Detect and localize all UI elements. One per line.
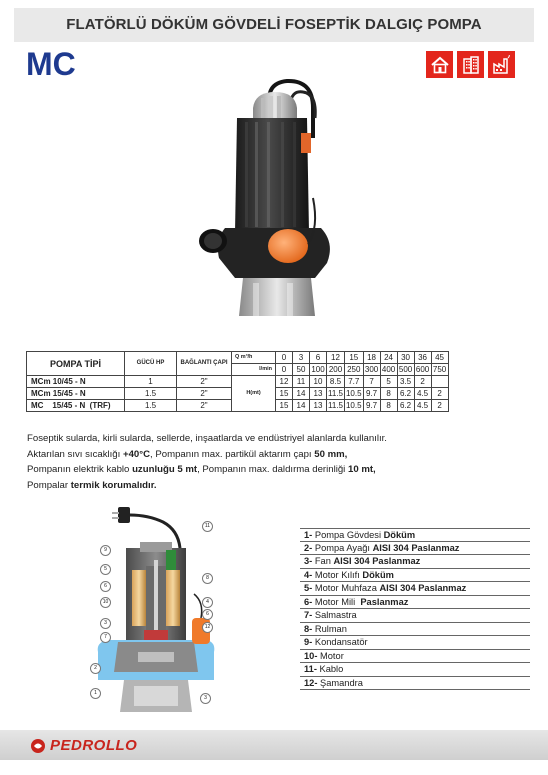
- q-m3h-cell: 12: [327, 352, 345, 364]
- q-m3h-cell: 45: [431, 352, 448, 364]
- brand-name: PEDROLLO: [50, 737, 138, 754]
- callout-badge: 12: [202, 622, 213, 633]
- q-lmin-cell: 250: [344, 364, 363, 376]
- q-lmin-cell: 100: [311, 365, 325, 374]
- building-icon: [457, 51, 484, 78]
- list-item: 5- Motor Muhfaza AISI 304 Paslanmaz: [300, 582, 530, 596]
- connection-value: 2": [177, 376, 232, 388]
- head-cell: 2: [431, 400, 448, 412]
- list-item: 6- Motor Mili Paslanmaz: [300, 596, 530, 610]
- q-lmin-cell: 50: [293, 364, 310, 376]
- head-cell: 15: [276, 388, 293, 400]
- pump-type-header: POMPA TİPİ: [27, 352, 125, 376]
- q-lmin-cell: 0: [276, 364, 293, 376]
- q-lmin-cell: 200: [327, 364, 345, 376]
- q-m3h-cell: 15: [344, 352, 363, 364]
- head-cell: 10.5: [345, 389, 362, 398]
- head-cell: 7.7: [344, 376, 363, 388]
- callout-badge: 10: [100, 597, 111, 608]
- q-m3h-label: Q m³/h: [232, 352, 276, 364]
- head-cell: 6.2: [397, 400, 414, 412]
- pump-model-name: MCm 10/45 - N: [27, 376, 125, 388]
- pump-model-name: MC 15/45 - N (TRF): [27, 400, 125, 412]
- description-line: Aktarılan sıvı sıcaklığı +40°C, Pompanın max. partikül aktarım çapı 50 mm,: [27, 448, 348, 460]
- q-m3h-cell: 18: [363, 352, 380, 364]
- list-item: 2- Pompa Ayağı AISI 304 Paslanmaz: [300, 542, 530, 556]
- head-cell: 15: [276, 400, 293, 412]
- page-title: FLATÖRLÜ DÖKÜM GÖVDELİ FOSEPTİK DALGIÇ POMPA: [66, 16, 482, 33]
- list-item: 7- Salmastra: [300, 609, 530, 623]
- q-m3h-cell: 30: [397, 352, 414, 364]
- callout-badge: 11: [202, 521, 213, 532]
- q-lmin-cell: 750: [432, 365, 447, 374]
- head-cell: 5: [380, 376, 397, 388]
- description-line: Pompanın elektrik kablo uzunluğu 5 mt, Pompanın max. daldırma derinliği 10 mt,: [27, 464, 376, 476]
- head-cell: 14: [293, 388, 310, 400]
- connection-header: BAĞLANTI ÇAPI: [177, 352, 232, 376]
- description-line: Foseptik sularda, kirli sularda, sellerde, inşaatlarda ve endüstriyel alanlarda kullanılır.: [27, 433, 387, 444]
- q-m3h-cell: 3: [293, 352, 310, 364]
- pump-product-photo: [195, 78, 360, 323]
- head-cell: 10.5: [345, 401, 362, 410]
- q-m3h-cell: 36: [414, 352, 431, 364]
- head-cell: 8: [380, 400, 397, 412]
- q-lmin-cell: 500: [398, 365, 413, 374]
- head-cell: 11.5: [328, 389, 343, 398]
- head-cell: 13: [310, 388, 327, 400]
- house-icon: [426, 51, 453, 78]
- head-cell: 6.2: [397, 388, 414, 400]
- callout-badge: 9: [100, 545, 111, 556]
- q-lmin-cell: 400: [381, 365, 396, 374]
- callout-badge: 4: [202, 597, 213, 608]
- description-line: Pompalar termik korumalıdır.: [27, 479, 157, 491]
- head-cell: 3.5: [397, 376, 414, 388]
- q-lmin-cell: 300: [364, 365, 379, 374]
- list-item: 9- Kondansatör: [300, 636, 530, 650]
- power-value: 1: [125, 376, 177, 388]
- pedrollo-swirl-icon: [30, 738, 46, 754]
- head-cell: 7: [363, 376, 380, 388]
- list-item: 3- Fan AISI 304 Paslanmaz: [300, 555, 530, 569]
- q-m3h-cell: 6: [310, 352, 327, 364]
- power-value: 1.5: [125, 388, 177, 400]
- q-lmin-label: l/min: [232, 364, 276, 376]
- head-cell: 9.7: [363, 400, 380, 412]
- callout-badge: 3: [100, 618, 111, 629]
- head-cell: 11.5: [328, 401, 343, 410]
- head-cell: 14: [293, 400, 310, 412]
- head-cell: 11: [293, 376, 310, 388]
- callout-badge: 7: [100, 632, 111, 643]
- head-cell: 8.5: [327, 376, 345, 388]
- performance-table: [26, 351, 503, 412]
- h-label: H(mt): [232, 376, 276, 412]
- connection-value: 2": [177, 400, 232, 412]
- product-description: [27, 431, 387, 493]
- head-cell: 4.5: [414, 388, 431, 400]
- callout-badge: 6: [202, 609, 213, 620]
- list-item: 10- Motor: [300, 650, 530, 664]
- pump-model-name: MCm 15/45 - N: [27, 388, 125, 400]
- list-item: 12- Şamandra: [300, 677, 530, 691]
- callout-badge: 2: [90, 663, 101, 674]
- power-value: 1.5: [125, 400, 177, 412]
- q-m3h-cell: 0: [276, 352, 293, 364]
- q-m3h-cell: 24: [380, 352, 397, 364]
- list-item: 11- Kablo: [300, 663, 530, 677]
- head-cell: 2: [414, 376, 431, 388]
- head-cell: 8: [380, 388, 397, 400]
- callout-badge: 1: [90, 688, 101, 699]
- table-row: [27, 376, 504, 388]
- head-cell: [431, 376, 448, 388]
- brand-logo: [30, 737, 137, 754]
- list-item: 8- Rulman: [300, 623, 530, 637]
- list-item: 1- Pompa Gövdesi Döküm: [300, 528, 530, 542]
- head-cell: 2: [431, 388, 448, 400]
- callout-badge: 5: [100, 564, 111, 575]
- head-cell: 13: [310, 400, 327, 412]
- head-cell: 9.7: [363, 388, 380, 400]
- head-cell: 12: [276, 376, 293, 388]
- list-item: 4- Motor Kılıfı Döküm: [300, 569, 530, 583]
- application-icons: [426, 51, 515, 78]
- callout-badge: 3: [200, 693, 211, 704]
- head-cell: 4.5: [414, 400, 431, 412]
- connection-value: 2": [177, 388, 232, 400]
- callout-badge: 8: [202, 573, 213, 584]
- power-header: GÜCÜ HP: [125, 352, 177, 376]
- model-code: MC: [26, 46, 76, 82]
- parts-list: [300, 528, 530, 690]
- q-lmin-cell: 600: [415, 365, 430, 374]
- factory-icon: [488, 51, 515, 78]
- head-cell: 10: [310, 376, 327, 388]
- callout-badge: 6: [100, 581, 111, 592]
